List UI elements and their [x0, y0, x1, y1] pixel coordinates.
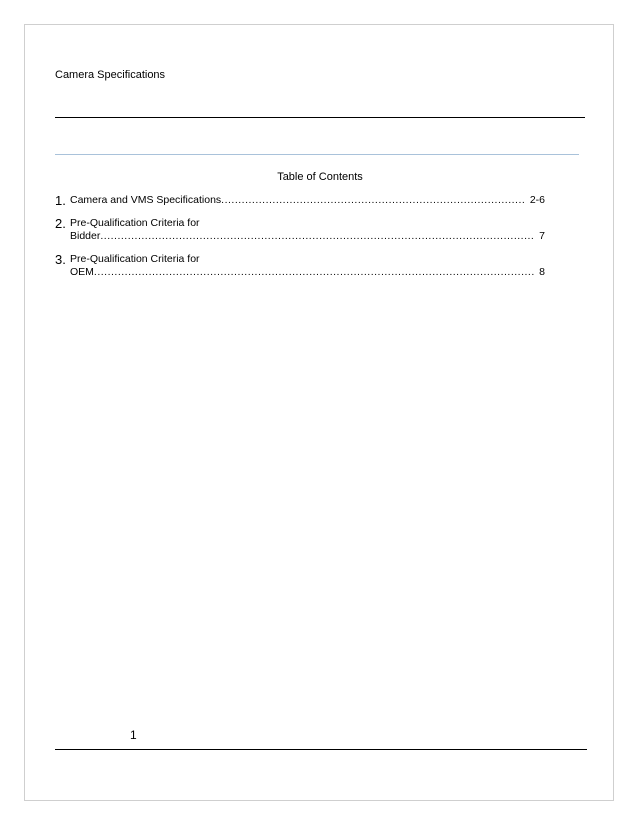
page-border: [24, 24, 614, 801]
toc-entry-number: 2.: [55, 216, 66, 231]
document-header-title: Camera Specifications: [55, 69, 166, 81]
toc-entry[interactable]: [55, 217, 545, 243]
footer-divider: [55, 749, 587, 750]
toc-list: [55, 194, 545, 289]
toc-entry-label: Pre-Qualification Criteria for: [70, 253, 200, 265]
toc-entry-page: 7: [539, 230, 545, 242]
toc-entry-label-continued: Bidder: [70, 230, 101, 242]
footer-page-number: 1: [130, 728, 137, 742]
toc-entry[interactable]: [55, 253, 545, 279]
toc-dot-leader: [94, 266, 535, 279]
header-divider: [55, 117, 585, 118]
toc-dot-leader: [100, 230, 535, 243]
toc-entry-page: 8: [539, 266, 545, 278]
toc-entry-number: 1.: [55, 193, 66, 208]
toc-entry-label: Pre-Qualification Criteria for: [70, 217, 200, 229]
toc-entry[interactable]: [55, 194, 545, 207]
toc-title: Table of Contents: [277, 171, 363, 183]
toc-entry-label: Camera and VMS Specifications: [70, 194, 222, 206]
toc-entry-number: 3.: [55, 252, 66, 267]
toc-entry-page: 2-6: [529, 194, 545, 206]
section-divider: [55, 154, 579, 155]
toc-entry-label-continued: OEM: [70, 266, 94, 278]
toc-dot-leader: [221, 194, 526, 207]
